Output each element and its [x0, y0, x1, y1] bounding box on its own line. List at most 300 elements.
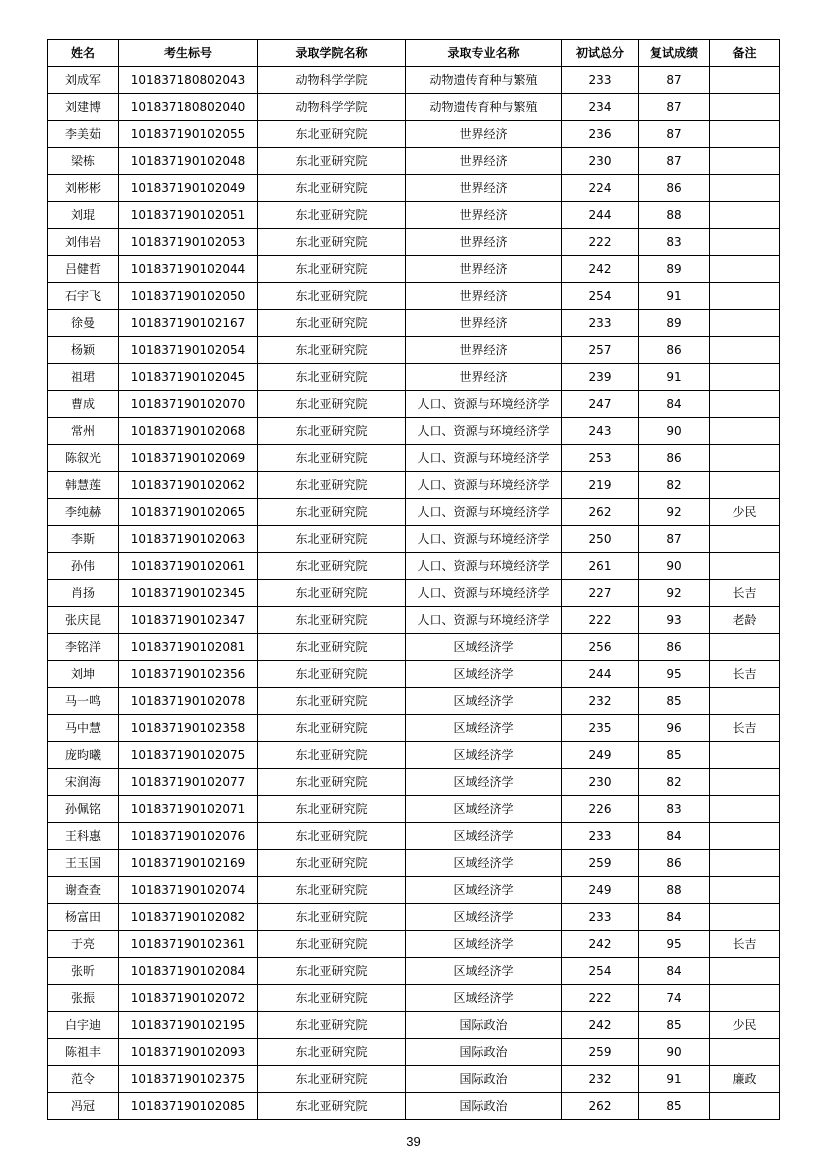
college-cell: 东北亚研究院 — [258, 391, 406, 418]
table-row — [48, 391, 780, 418]
name-cell: 王玉国 — [48, 850, 119, 877]
remarks-cell — [710, 148, 780, 175]
candidate-id-cell: 101837190102076 — [119, 823, 258, 850]
table-row — [48, 499, 780, 526]
name-cell: 韩慧莲 — [48, 472, 119, 499]
name-cell: 杨颖 — [48, 337, 119, 364]
table-row — [48, 553, 780, 580]
remarks-cell — [710, 310, 780, 337]
initial-score-cell: 254 — [562, 958, 639, 985]
retest-score-cell: 90 — [639, 1039, 710, 1066]
table-row — [48, 877, 780, 904]
retest-score-cell: 86 — [639, 337, 710, 364]
college-cell: 东北亚研究院 — [258, 1066, 406, 1093]
candidate-id-cell: 101837190102062 — [119, 472, 258, 499]
name-cell: 李斯 — [48, 526, 119, 553]
initial-score-cell: 234 — [562, 94, 639, 121]
name-cell: 肖扬 — [48, 580, 119, 607]
initial-score-cell: 224 — [562, 175, 639, 202]
major-cell: 区域经济学 — [406, 661, 562, 688]
remarks-cell — [710, 202, 780, 229]
remarks-cell — [710, 904, 780, 931]
name-cell: 祖珺 — [48, 364, 119, 391]
candidate-id-cell: 101837190102361 — [119, 931, 258, 958]
college-cell: 东北亚研究院 — [258, 904, 406, 931]
candidate-id-cell: 101837190102093 — [119, 1039, 258, 1066]
admission-table — [47, 39, 780, 1120]
remarks-cell — [710, 229, 780, 256]
header-remarks: 备注 — [710, 40, 780, 67]
major-cell: 人口、资源与环境经济学 — [406, 499, 562, 526]
name-cell: 刘彬彬 — [48, 175, 119, 202]
candidate-id-cell: 101837180802040 — [119, 94, 258, 121]
name-cell: 杨富田 — [48, 904, 119, 931]
retest-score-cell: 85 — [639, 742, 710, 769]
initial-score-cell: 222 — [562, 607, 639, 634]
retest-score-cell: 85 — [639, 1093, 710, 1120]
remarks-cell — [710, 823, 780, 850]
college-cell: 动物科学学院 — [258, 67, 406, 94]
college-cell: 东北亚研究院 — [258, 850, 406, 877]
retest-score-cell: 84 — [639, 391, 710, 418]
initial-score-cell: 227 — [562, 580, 639, 607]
remarks-cell — [710, 121, 780, 148]
remarks-cell: 廉政 — [710, 1066, 780, 1093]
candidate-id-cell: 101837190102069 — [119, 445, 258, 472]
remarks-cell: 少民 — [710, 1012, 780, 1039]
candidate-id-cell: 101837190102045 — [119, 364, 258, 391]
initial-score-cell: 257 — [562, 337, 639, 364]
remarks-cell — [710, 94, 780, 121]
remarks-cell — [710, 1093, 780, 1120]
initial-score-cell: 261 — [562, 553, 639, 580]
table-row — [48, 1066, 780, 1093]
initial-score-cell: 222 — [562, 985, 639, 1012]
table-row — [48, 607, 780, 634]
retest-score-cell: 87 — [639, 148, 710, 175]
name-cell: 张振 — [48, 985, 119, 1012]
candidate-id-cell: 101837190102071 — [119, 796, 258, 823]
candidate-id-cell: 101837190102084 — [119, 958, 258, 985]
candidate-id-cell: 101837190102044 — [119, 256, 258, 283]
retest-score-cell: 90 — [639, 553, 710, 580]
table-row — [48, 94, 780, 121]
candidate-id-cell: 101837190102053 — [119, 229, 258, 256]
major-cell: 世界经济 — [406, 310, 562, 337]
retest-score-cell: 95 — [639, 661, 710, 688]
college-cell: 东北亚研究院 — [258, 256, 406, 283]
table-row — [48, 823, 780, 850]
major-cell: 世界经济 — [406, 229, 562, 256]
initial-score-cell: 256 — [562, 634, 639, 661]
major-cell: 动物遗传育种与繁殖 — [406, 94, 562, 121]
candidate-id-cell: 101837190102068 — [119, 418, 258, 445]
major-cell: 区域经济学 — [406, 958, 562, 985]
initial-score-cell: 233 — [562, 67, 639, 94]
remarks-cell — [710, 391, 780, 418]
major-cell: 区域经济学 — [406, 688, 562, 715]
initial-score-cell: 242 — [562, 931, 639, 958]
name-cell: 梁栋 — [48, 148, 119, 175]
remarks-cell — [710, 850, 780, 877]
major-cell: 人口、资源与环境经济学 — [406, 580, 562, 607]
candidate-id-cell: 101837190102055 — [119, 121, 258, 148]
candidate-id-cell: 101837190102358 — [119, 715, 258, 742]
remarks-cell — [710, 256, 780, 283]
candidate-id-cell: 101837190102075 — [119, 742, 258, 769]
college-cell: 东北亚研究院 — [258, 1039, 406, 1066]
retest-score-cell: 86 — [639, 445, 710, 472]
college-cell: 东北亚研究院 — [258, 769, 406, 796]
initial-score-cell: 222 — [562, 229, 639, 256]
college-cell: 东北亚研究院 — [258, 418, 406, 445]
retest-score-cell: 87 — [639, 526, 710, 553]
table-row — [48, 310, 780, 337]
major-cell: 区域经济学 — [406, 877, 562, 904]
candidate-id-cell: 101837190102169 — [119, 850, 258, 877]
major-cell: 区域经济学 — [406, 634, 562, 661]
college-cell: 东北亚研究院 — [258, 715, 406, 742]
candidate-id-cell: 101837190102063 — [119, 526, 258, 553]
retest-score-cell: 87 — [639, 121, 710, 148]
candidate-id-cell: 101837190102347 — [119, 607, 258, 634]
initial-score-cell: 230 — [562, 148, 639, 175]
initial-score-cell: 262 — [562, 1093, 639, 1120]
initial-score-cell: 249 — [562, 877, 639, 904]
major-cell: 人口、资源与环境经济学 — [406, 472, 562, 499]
remarks-cell — [710, 67, 780, 94]
remarks-cell — [710, 364, 780, 391]
college-cell: 东北亚研究院 — [258, 634, 406, 661]
name-cell: 张庆昆 — [48, 607, 119, 634]
table-body — [48, 67, 780, 1120]
table-row — [48, 445, 780, 472]
table-row — [48, 1012, 780, 1039]
college-cell: 东北亚研究院 — [258, 823, 406, 850]
initial-score-cell: 244 — [562, 202, 639, 229]
name-cell: 李纯赫 — [48, 499, 119, 526]
major-cell: 人口、资源与环境经济学 — [406, 391, 562, 418]
retest-score-cell: 82 — [639, 769, 710, 796]
major-cell: 世界经济 — [406, 202, 562, 229]
college-cell: 东北亚研究院 — [258, 661, 406, 688]
name-cell: 李铭洋 — [48, 634, 119, 661]
major-cell: 动物遗传育种与繁殖 — [406, 67, 562, 94]
table-row — [48, 769, 780, 796]
initial-score-cell: 236 — [562, 121, 639, 148]
major-cell: 人口、资源与环境经济学 — [406, 526, 562, 553]
remarks-cell: 长吉 — [710, 580, 780, 607]
candidate-id-cell: 101837190102356 — [119, 661, 258, 688]
name-cell: 于亮 — [48, 931, 119, 958]
initial-score-cell: 233 — [562, 904, 639, 931]
initial-score-cell: 249 — [562, 742, 639, 769]
name-cell: 谢查查 — [48, 877, 119, 904]
name-cell: 庞昀曦 — [48, 742, 119, 769]
initial-score-cell: 243 — [562, 418, 639, 445]
name-cell: 冯冠 — [48, 1093, 119, 1120]
name-cell: 李美茹 — [48, 121, 119, 148]
major-cell: 国际政治 — [406, 1039, 562, 1066]
retest-score-cell: 88 — [639, 202, 710, 229]
remarks-cell — [710, 526, 780, 553]
major-cell: 区域经济学 — [406, 715, 562, 742]
table-row — [48, 796, 780, 823]
college-cell: 东北亚研究院 — [258, 283, 406, 310]
table-row — [48, 202, 780, 229]
retest-score-cell: 89 — [639, 256, 710, 283]
college-cell: 东北亚研究院 — [258, 688, 406, 715]
remarks-cell: 长吉 — [710, 661, 780, 688]
remarks-cell: 少民 — [710, 499, 780, 526]
retest-score-cell: 91 — [639, 364, 710, 391]
name-cell: 吕健哲 — [48, 256, 119, 283]
candidate-id-cell: 101837190102167 — [119, 310, 258, 337]
college-cell: 东北亚研究院 — [258, 229, 406, 256]
initial-score-cell: 259 — [562, 850, 639, 877]
table-row — [48, 958, 780, 985]
header-candidate-id: 考生标号 — [119, 40, 258, 67]
name-cell: 常州 — [48, 418, 119, 445]
table-row — [48, 175, 780, 202]
retest-score-cell: 82 — [639, 472, 710, 499]
remarks-cell — [710, 418, 780, 445]
remarks-cell — [710, 769, 780, 796]
initial-score-cell: 242 — [562, 1012, 639, 1039]
initial-score-cell: 239 — [562, 364, 639, 391]
retest-score-cell: 84 — [639, 958, 710, 985]
initial-score-cell: 226 — [562, 796, 639, 823]
table-row — [48, 472, 780, 499]
name-cell: 陈祖丰 — [48, 1039, 119, 1066]
name-cell: 刘琨 — [48, 202, 119, 229]
major-cell: 国际政治 — [406, 1012, 562, 1039]
candidate-id-cell: 101837190102085 — [119, 1093, 258, 1120]
college-cell: 东北亚研究院 — [258, 553, 406, 580]
name-cell: 曹成 — [48, 391, 119, 418]
header-retest-score: 复试成绩 — [639, 40, 710, 67]
retest-score-cell: 84 — [639, 823, 710, 850]
page-number: 39 — [406, 1134, 421, 1149]
retest-score-cell: 83 — [639, 229, 710, 256]
college-cell: 东北亚研究院 — [258, 742, 406, 769]
candidate-id-cell: 101837190102048 — [119, 148, 258, 175]
name-cell: 刘建博 — [48, 94, 119, 121]
retest-score-cell: 87 — [639, 67, 710, 94]
remarks-cell — [710, 985, 780, 1012]
remarks-cell — [710, 283, 780, 310]
retest-score-cell: 96 — [639, 715, 710, 742]
initial-score-cell: 232 — [562, 688, 639, 715]
name-cell: 刘坤 — [48, 661, 119, 688]
retest-score-cell: 95 — [639, 931, 710, 958]
major-cell: 世界经济 — [406, 256, 562, 283]
table-row — [48, 850, 780, 877]
table-row — [48, 931, 780, 958]
college-cell: 东北亚研究院 — [258, 931, 406, 958]
major-cell: 人口、资源与环境经济学 — [406, 553, 562, 580]
college-cell: 东北亚研究院 — [258, 175, 406, 202]
remarks-cell — [710, 958, 780, 985]
table-row — [48, 715, 780, 742]
retest-score-cell: 92 — [639, 499, 710, 526]
remarks-cell: 老龄 — [710, 607, 780, 634]
name-cell: 张昕 — [48, 958, 119, 985]
major-cell: 世界经济 — [406, 121, 562, 148]
remarks-cell — [710, 472, 780, 499]
college-cell: 东北亚研究院 — [258, 877, 406, 904]
retest-score-cell: 88 — [639, 877, 710, 904]
major-cell: 区域经济学 — [406, 769, 562, 796]
college-cell: 东北亚研究院 — [258, 202, 406, 229]
candidate-id-cell: 101837190102070 — [119, 391, 258, 418]
retest-score-cell: 90 — [639, 418, 710, 445]
candidate-id-cell: 101837190102078 — [119, 688, 258, 715]
retest-score-cell: 86 — [639, 850, 710, 877]
college-cell: 东北亚研究院 — [258, 148, 406, 175]
table-row — [48, 526, 780, 553]
remarks-cell — [710, 877, 780, 904]
candidate-id-cell: 101837190102072 — [119, 985, 258, 1012]
table-row — [48, 256, 780, 283]
major-cell: 区域经济学 — [406, 931, 562, 958]
college-cell: 东北亚研究院 — [258, 1012, 406, 1039]
header-name: 姓名 — [48, 40, 119, 67]
candidate-id-cell: 101837190102081 — [119, 634, 258, 661]
remarks-cell: 长吉 — [710, 931, 780, 958]
initial-score-cell: 259 — [562, 1039, 639, 1066]
table-row — [48, 337, 780, 364]
initial-score-cell: 233 — [562, 310, 639, 337]
college-cell: 东北亚研究院 — [258, 1093, 406, 1120]
header-initial-score: 初试总分 — [562, 40, 639, 67]
major-cell: 世界经济 — [406, 283, 562, 310]
college-cell: 东北亚研究院 — [258, 958, 406, 985]
header-major: 录取专业名称 — [406, 40, 562, 67]
candidate-id-cell: 101837190102074 — [119, 877, 258, 904]
header-college: 录取学院名称 — [258, 40, 406, 67]
name-cell: 宋润海 — [48, 769, 119, 796]
candidate-id-cell: 101837190102051 — [119, 202, 258, 229]
major-cell: 人口、资源与环境经济学 — [406, 418, 562, 445]
name-cell: 刘成军 — [48, 67, 119, 94]
retest-score-cell: 84 — [639, 904, 710, 931]
retest-score-cell: 85 — [639, 688, 710, 715]
name-cell: 马一鸣 — [48, 688, 119, 715]
table-row — [48, 418, 780, 445]
major-cell: 区域经济学 — [406, 823, 562, 850]
candidate-id-cell: 101837190102082 — [119, 904, 258, 931]
name-cell: 范令 — [48, 1066, 119, 1093]
retest-score-cell: 92 — [639, 580, 710, 607]
retest-score-cell: 85 — [639, 1012, 710, 1039]
remarks-cell — [710, 175, 780, 202]
table-row — [48, 283, 780, 310]
remarks-cell: 长吉 — [710, 715, 780, 742]
table-row — [48, 1093, 780, 1120]
initial-score-cell: 262 — [562, 499, 639, 526]
candidate-id-cell: 101837190102345 — [119, 580, 258, 607]
major-cell: 人口、资源与环境经济学 — [406, 607, 562, 634]
candidate-id-cell: 101837190102375 — [119, 1066, 258, 1093]
college-cell: 东北亚研究院 — [258, 526, 406, 553]
name-cell: 陈叙光 — [48, 445, 119, 472]
table-header-row — [48, 40, 780, 67]
candidate-id-cell: 101837190102195 — [119, 1012, 258, 1039]
initial-score-cell: 253 — [562, 445, 639, 472]
initial-score-cell: 250 — [562, 526, 639, 553]
retest-score-cell: 74 — [639, 985, 710, 1012]
name-cell: 马中慧 — [48, 715, 119, 742]
major-cell: 区域经济学 — [406, 742, 562, 769]
initial-score-cell: 219 — [562, 472, 639, 499]
name-cell: 王科惠 — [48, 823, 119, 850]
candidate-id-cell: 101837190102050 — [119, 283, 258, 310]
college-cell: 东北亚研究院 — [258, 337, 406, 364]
college-cell: 东北亚研究院 — [258, 796, 406, 823]
college-cell: 东北亚研究院 — [258, 607, 406, 634]
table-row — [48, 121, 780, 148]
major-cell: 国际政治 — [406, 1093, 562, 1120]
college-cell: 东北亚研究院 — [258, 580, 406, 607]
initial-score-cell: 230 — [562, 769, 639, 796]
candidate-id-cell: 101837190102061 — [119, 553, 258, 580]
name-cell: 孙伟 — [48, 553, 119, 580]
name-cell: 白宇迪 — [48, 1012, 119, 1039]
table-row — [48, 364, 780, 391]
name-cell: 刘伟岩 — [48, 229, 119, 256]
name-cell: 石宇飞 — [48, 283, 119, 310]
table-row — [48, 742, 780, 769]
name-cell: 孙佩铭 — [48, 796, 119, 823]
candidate-id-cell: 101837180802043 — [119, 67, 258, 94]
remarks-cell — [710, 742, 780, 769]
remarks-cell — [710, 337, 780, 364]
major-cell: 世界经济 — [406, 175, 562, 202]
table-row — [48, 634, 780, 661]
major-cell: 区域经济学 — [406, 850, 562, 877]
table-row — [48, 904, 780, 931]
college-cell: 东北亚研究院 — [258, 121, 406, 148]
table-row — [48, 688, 780, 715]
retest-score-cell: 89 — [639, 310, 710, 337]
initial-score-cell: 235 — [562, 715, 639, 742]
candidate-id-cell: 101837190102049 — [119, 175, 258, 202]
major-cell: 国际政治 — [406, 1066, 562, 1093]
name-cell: 徐曼 — [48, 310, 119, 337]
retest-score-cell: 86 — [639, 175, 710, 202]
table-row — [48, 148, 780, 175]
retest-score-cell: 83 — [639, 796, 710, 823]
retest-score-cell: 93 — [639, 607, 710, 634]
remarks-cell — [710, 688, 780, 715]
remarks-cell — [710, 1039, 780, 1066]
retest-score-cell: 86 — [639, 634, 710, 661]
initial-score-cell: 247 — [562, 391, 639, 418]
retest-score-cell: 91 — [639, 283, 710, 310]
major-cell: 区域经济学 — [406, 985, 562, 1012]
remarks-cell — [710, 634, 780, 661]
college-cell: 动物科学学院 — [258, 94, 406, 121]
candidate-id-cell: 101837190102077 — [119, 769, 258, 796]
college-cell: 东北亚研究院 — [258, 445, 406, 472]
retest-score-cell: 87 — [639, 94, 710, 121]
initial-score-cell: 244 — [562, 661, 639, 688]
initial-score-cell: 232 — [562, 1066, 639, 1093]
college-cell: 东北亚研究院 — [258, 310, 406, 337]
college-cell: 东北亚研究院 — [258, 472, 406, 499]
remarks-cell — [710, 553, 780, 580]
